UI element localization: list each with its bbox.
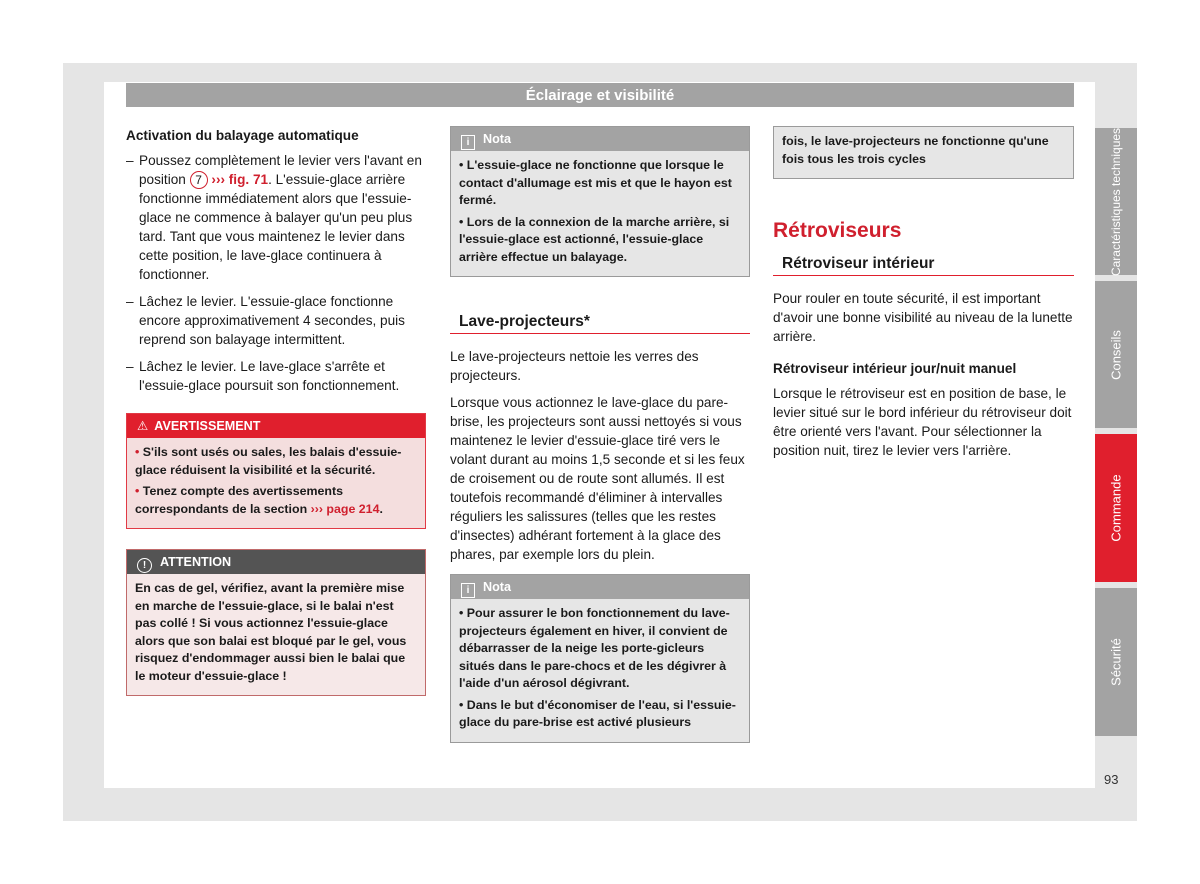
note-bullet [459, 157, 741, 210]
note-bullet [459, 605, 741, 693]
item-text: Lâchez le levier. Le lave-glace s'arrête et l'essuie-glace poursuit son fonctionnement. [139, 359, 400, 393]
ref-arrow: ››› [310, 501, 327, 516]
subheading-day-night-mirror: Rétroviseur intérieur jour/nuit manuel [773, 361, 1017, 376]
dash-marker: – [126, 153, 134, 168]
tab-safety[interactable] [1095, 588, 1137, 736]
bullet-dot: • [459, 606, 464, 620]
note-text: L'essuie-glace ne fonctionne que lorsque le contact d'allumage est mis et que le hayon est fermé. [459, 158, 732, 207]
page-number: 93 [1104, 772, 1119, 787]
item-text: . L'essuie-glace arrière fonctionne immédiatement alors que l'essuie-glace ne commence à balayer qu'un peu plus tard. Tant que vous maintenez le levier dans cette position, le lave-glace continuera à fonctionner. [139, 172, 413, 282]
bullet-dot: • [135, 445, 140, 459]
tab-label: Conseils [1108, 329, 1124, 380]
paragraph: Lorsque le rétroviseur est en position de base, le levier situé sur le bord inférieur du rétroviseur doit être orienté vers l'avant. Pour sélectionner la position nuit, tirez le levier vers l'arrière. [773, 386, 1072, 458]
tab-operation[interactable] [1095, 434, 1137, 582]
section-heading-mirrors: Rétroviseurs [773, 219, 902, 242]
bullet-dot: • [459, 214, 464, 229]
section-title-headlight-washer: Lave-projecteurs* [450, 312, 750, 334]
bullet-dot: • [459, 158, 464, 172]
attention-header [127, 550, 425, 574]
info-icon: i [461, 583, 475, 598]
warning-header [127, 414, 425, 438]
note-header [451, 575, 749, 599]
note-body [451, 151, 749, 276]
column-1 [126, 126, 426, 696]
warning-triangle-icon: ⚠ [137, 419, 149, 433]
note-text: Dans le but d'économiser de l'eau, si l'essuie-glace du pare-brise est activé plusieurs [459, 697, 736, 729]
attention-title: ATTENTION [160, 555, 232, 569]
list-item [126, 292, 426, 349]
figure-link[interactable]: fig. 71 [228, 172, 269, 187]
list-item [126, 151, 426, 284]
warning-text-end: . [379, 501, 383, 516]
page-link[interactable]: page 214 [326, 501, 380, 516]
section-title-interior-mirror: Rétroviseur intérieur [773, 254, 1074, 276]
attention-box [126, 549, 426, 696]
paragraph: Le lave-projecteurs nettoie les verres des projecteurs. [450, 349, 699, 383]
note-title: Nota [483, 132, 511, 146]
tab-tips[interactable] [1095, 281, 1137, 428]
bullet-dot: • [459, 697, 464, 712]
tab-label: Sécurité [1108, 638, 1124, 686]
note-body [451, 599, 749, 742]
note-bullet [459, 697, 741, 732]
note-text: Pour assurer le bon fonctionnement du lave-projecteurs également en hiver, il convient de débarrasser de la neige les porte-gicleurs situés dans le pare-chocs et de les dégivrer à l'aide d'un aérosol dégivrant. [459, 606, 730, 690]
attention-text: En cas de gel, vérifiez, avant la première mise en marche de l'essuie-glace, si le balai n'est pas collé ! Si vous actionnez l'essuie-glace alors que son balai est bloqué par le gel, vous risquez d'endommager aussi bien le balai que le moteur d'essuie-glace ! [135, 581, 407, 683]
continued-note-body [774, 127, 1073, 178]
bullet-dot: • [135, 484, 140, 498]
exclamation-circle-icon: ! [137, 558, 152, 573]
paragraph: Lorsque vous actionnez le lave-glace du pare-brise, les projecteurs sont aussi nettoyés si vous maintenez le levier d'essuie-glace tiré vers le volant durant au moins 1,5 seconde et si les feux de croisement ou de route sont allumés. Il est toutefois recommandé d'éliminer à intervalles réguliers les salissures (telles que les restes d'insectes) adhérant fortement à la glace des phares, par exemple lors du plein. [450, 395, 745, 562]
list-item [126, 357, 426, 395]
subheading-automatic-wipe: Activation du balayage automatique [126, 128, 359, 143]
item-text: Poussez complètement le levier vers l'avant en position [139, 153, 422, 187]
chapter-header: Éclairage et visibilité [126, 83, 1074, 107]
warning-bullet [135, 483, 417, 518]
note-box [450, 574, 750, 743]
tab-label: Commande [1108, 474, 1124, 542]
paragraph: Pour rouler en toute sécurité, il est important d'avoir une bonne visibilité au niveau de la lunette arrière. [773, 291, 1073, 344]
dash-marker: – [126, 294, 134, 309]
tab-label: Caractéristiques techniques [1109, 127, 1123, 276]
warning-bullet [135, 444, 417, 479]
tab-technical-specs[interactable] [1095, 128, 1137, 275]
warning-text: Tenez compte des avertissements correspondants de la section [135, 484, 343, 516]
position-number-badge: 7 [190, 171, 208, 189]
note-header [451, 127, 749, 151]
warning-body [127, 438, 425, 528]
note-bullet [459, 214, 741, 267]
note-title: Nota [483, 580, 511, 594]
column-2 [450, 126, 750, 743]
attention-body [127, 574, 425, 695]
info-icon: i [461, 135, 475, 150]
column-3 [773, 126, 1074, 468]
ref-arrow: ››› [207, 172, 229, 187]
note-box [450, 126, 750, 277]
continued-note-text: fois, le lave-projecteurs ne fonctionne qu'une fois tous les trois cycles [782, 134, 1049, 166]
dash-marker: – [126, 359, 134, 374]
note-text: Lors de la connexion de la marche arrière, si l'essuie-glace est actionné, l'essuie-glace arrière effectue un balayage. [459, 214, 730, 264]
continued-note-box [773, 126, 1074, 179]
warning-title: AVERTISSEMENT [154, 419, 261, 433]
warning-text: S'ils sont usés ou sales, les balais d'essuie-glace réduisent la visibilité et la sécurité. [135, 445, 402, 477]
item-text: Lâchez le levier. L'essuie-glace fonctionne encore approximativement 4 secondes, puis reprend son balayage intermittent. [139, 294, 405, 347]
warning-box [126, 413, 426, 529]
